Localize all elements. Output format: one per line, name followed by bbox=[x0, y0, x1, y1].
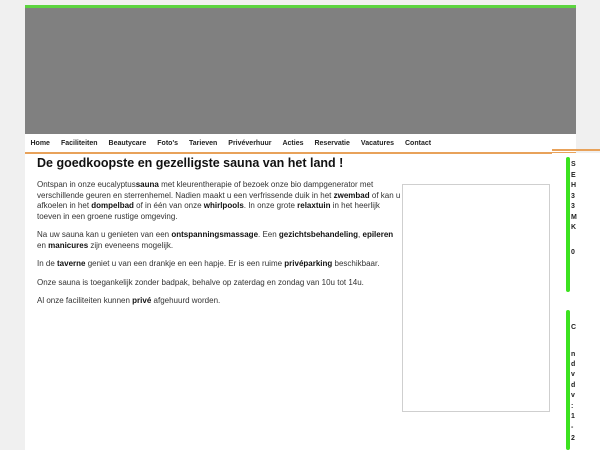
nav-item-reservatie[interactable]: Reservatie bbox=[314, 139, 350, 147]
cut-char: d bbox=[571, 361, 576, 368]
nav-item-tarieven[interactable]: Tarieven bbox=[189, 139, 218, 147]
nav-item-beautycare[interactable]: Beautycare bbox=[108, 139, 147, 147]
text-fragment: In de bbox=[37, 259, 58, 268]
cut-char: 1 bbox=[571, 413, 575, 420]
cut-char: 3 bbox=[571, 193, 575, 200]
text-fragment: in het heerlijk toeven in een groene rustige omgeving. bbox=[37, 201, 380, 221]
cut-char: 3 bbox=[571, 203, 575, 210]
cut-char: v bbox=[571, 371, 575, 378]
nav-item-home[interactable]: Home bbox=[30, 139, 50, 147]
side-media-box bbox=[402, 184, 550, 412]
keyword-gezichtsbehandeling: gezichtsbehandeling bbox=[278, 230, 359, 239]
keyword-ontspanningsmassage: ontspanningsmassage bbox=[171, 230, 259, 239]
text-fragment: met kleurentherapie of bezoek onze bio dampgenerator met verschillende geuren en sterrenhemel. Nadien maakt u een verfrissende duik in het bbox=[37, 180, 374, 200]
cut-char: H bbox=[571, 182, 577, 189]
keyword-taverne: taverne bbox=[57, 259, 86, 268]
cut-char: E bbox=[571, 172, 576, 179]
cut-char: n bbox=[571, 351, 576, 358]
cut-char: 0 bbox=[571, 249, 575, 256]
cut-char: M bbox=[571, 214, 577, 221]
cut-char: K bbox=[571, 224, 577, 231]
sidebar-green-bar-bottom bbox=[566, 310, 570, 450]
keyword-zwembad: zwembad bbox=[333, 190, 370, 200]
cut-char: S bbox=[571, 161, 576, 168]
text-fragment: of in één van onze bbox=[133, 201, 204, 210]
keyword-prive: privé bbox=[132, 296, 152, 305]
page-title: De goedkoopste en gezelligste sauna van het land ! bbox=[37, 156, 344, 170]
text-fragment: beschikbaar. bbox=[332, 259, 380, 268]
paragraph-opening: Onze sauna is toegankelijk zonder badpak, behalve op zaterdag en zondag van 10u tot 14u. bbox=[37, 277, 364, 287]
keyword-relaxtuin: relaxtuin bbox=[297, 201, 331, 210]
cut-char: v bbox=[571, 392, 575, 399]
cut-char: 2 bbox=[571, 435, 575, 442]
nav-item-vacatures[interactable]: Vacatures bbox=[360, 139, 394, 147]
keyword-epileren: epileren bbox=[362, 230, 394, 239]
main-content bbox=[25, 154, 552, 450]
right-sidebar-cutoff bbox=[552, 153, 600, 450]
text-fragment: Ontspan in onze eucalyptus bbox=[37, 180, 136, 189]
nav-item-contact[interactable]: Contact bbox=[405, 139, 432, 147]
text-fragment: , bbox=[358, 230, 363, 239]
text-fragment: . In onze grote bbox=[243, 201, 298, 210]
nav-item-fotos[interactable]: Foto's bbox=[157, 139, 178, 147]
nav-item-priveverhuur[interactable]: Privéverhuur bbox=[228, 139, 272, 147]
keyword-dompelbad: dompelbad bbox=[91, 201, 134, 210]
header-banner bbox=[25, 8, 576, 134]
text-fragment: Al onze faciliteiten kunnen bbox=[37, 296, 133, 305]
text-fragment: geniet u van een drankje en een hapje. Er is een ruime bbox=[85, 259, 285, 268]
text-fragment: . Een bbox=[258, 230, 279, 239]
text-fragment: zijn eveneens mogelijk. bbox=[88, 240, 174, 250]
sidebar-green-bar-top bbox=[566, 157, 570, 292]
nav-item-faciliteiten[interactable]: Faciliteiten bbox=[60, 139, 98, 147]
cut-char: d bbox=[571, 382, 576, 389]
paragraph-taverne bbox=[37, 259, 401, 270]
keyword-priveparking: privéparking bbox=[284, 259, 333, 268]
intro-text bbox=[37, 180, 401, 315]
keyword-sauna: sauna bbox=[135, 180, 159, 189]
text-fragment: of kan u afkoelen in het bbox=[37, 190, 401, 210]
paragraph-facilities bbox=[37, 180, 401, 222]
page-container bbox=[25, 5, 576, 450]
text-fragment: Na uw sauna kan u genieten van een bbox=[37, 230, 172, 239]
paragraph-private bbox=[37, 296, 401, 307]
cut-char: : bbox=[571, 403, 574, 410]
cut-char: - bbox=[571, 424, 574, 431]
text-fragment: afgehuurd worden. bbox=[151, 296, 221, 305]
right-column-divider bbox=[552, 149, 600, 151]
keyword-manicures: manicures bbox=[48, 240, 89, 250]
cut-char: C bbox=[571, 324, 577, 331]
main-navigation bbox=[25, 134, 576, 154]
paragraph-beauty bbox=[37, 230, 401, 251]
keyword-whirlpools: whirlpools bbox=[203, 201, 244, 210]
text-fragment: en bbox=[37, 240, 49, 250]
nav-item-acties[interactable]: Acties bbox=[282, 139, 304, 147]
